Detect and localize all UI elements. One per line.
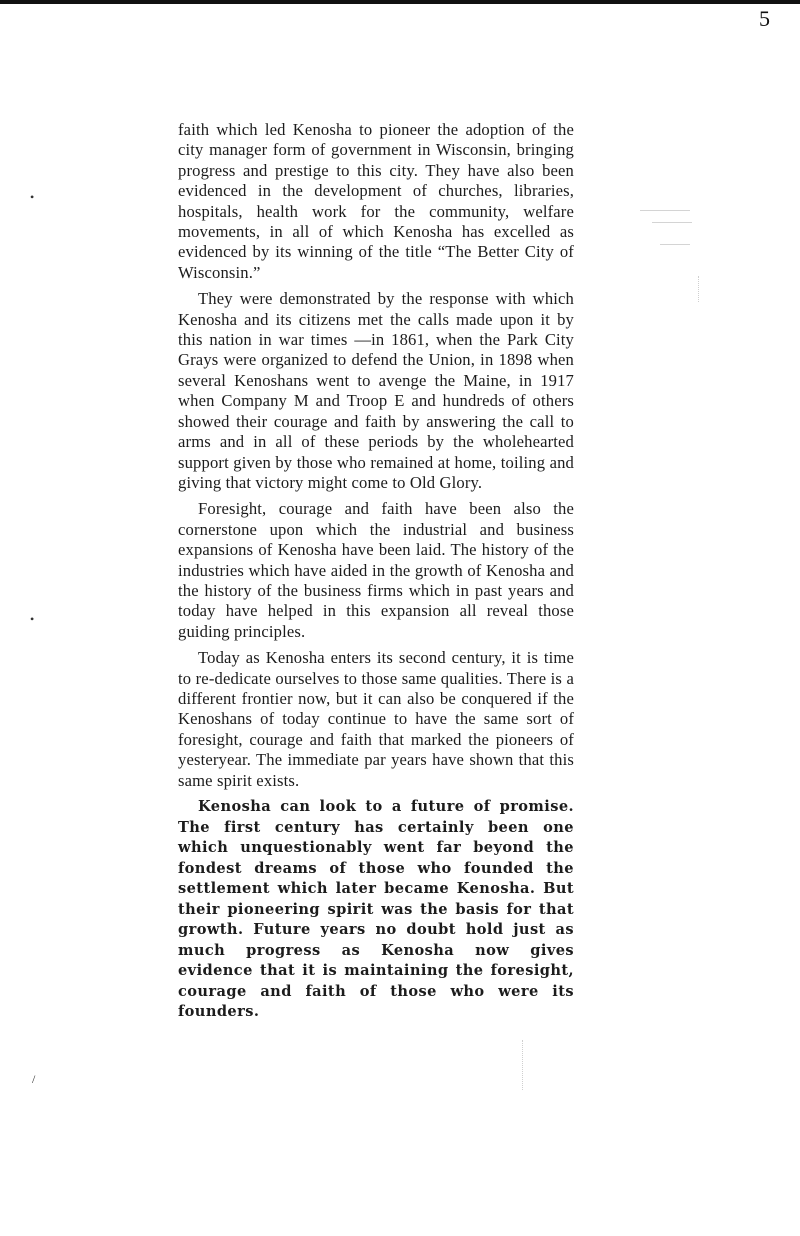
faint-margin-mark [522, 1040, 523, 1090]
paragraph-second-century: Today as Kenosha enters its second century, it is time to re-dedicate ourselves to those same qualities. There is a different frontier now, but it can also be conquered if the Kenoshans of today continue to have the same sort of foresight, courage and faith that marked the pioneers of yesteryear. The immediate par years have shown that this same spirit exists. [178, 648, 574, 790]
margin-speck: • [30, 190, 35, 204]
margin-speck: / [32, 1072, 36, 1086]
faint-margin-mark [640, 210, 690, 211]
paragraph-future-promise: Kenosha can look to a future of promise. The first century has certainly been one which unquestionably went far beyond the fondest dreams of those who founded the settlement which later became Kenosha. But their pioneering spirit was the basis for that growth. Future years no doubt hold just as much progress as Kenosha now gives evidence that it is maintaining the foresight, courage and faith of those who were its founders. [178, 798, 574, 1020]
faint-margin-mark [698, 276, 699, 302]
paragraph-industrial-expansion: Foresight, courage and faith have been also the cornerstone upon which the industrial and business expansions of Kenosha have been laid. The history of the industries which have aided in the growth of Kenosha and the history of the business firms which in past years and today have helped in this expansion all reveal those guiding principles. [178, 499, 574, 641]
faint-margin-mark [660, 244, 690, 245]
paragraph-war-times: They were demonstrated by the response with which Kenosha and its citizens met the calls made upon it by this nation in war times —in 1861, when the Park City Grays were organized to defend the Union, in 1898 when several Kenoshans went to avenge the Maine, in 1917 when Company M and Troop E and hundreds of others showed their courage and faith by answering the call to arms and in all of these periods by the wholehearted support given by those who remained at home, toiling and giving that victory might come to Old Glory. [178, 289, 574, 492]
paragraph-faith-civic: faith which led Kenosha to pioneer the adoption of the city manager form of government in Wisconsin, bringing progress and prestige to this city. They have also been evidenced in the development of churches, libraries, hospitals, health work for the community, welfare movements, in all of which Kenosha has excelled as evidenced by its winning of the title “The Better City of Wisconsin.” [178, 120, 574, 282]
body-text-column [178, 120, 574, 1029]
page-number: 5 [759, 6, 770, 31]
faint-margin-mark [652, 222, 692, 223]
top-border-rule [0, 0, 800, 4]
margin-speck: • [30, 612, 35, 626]
